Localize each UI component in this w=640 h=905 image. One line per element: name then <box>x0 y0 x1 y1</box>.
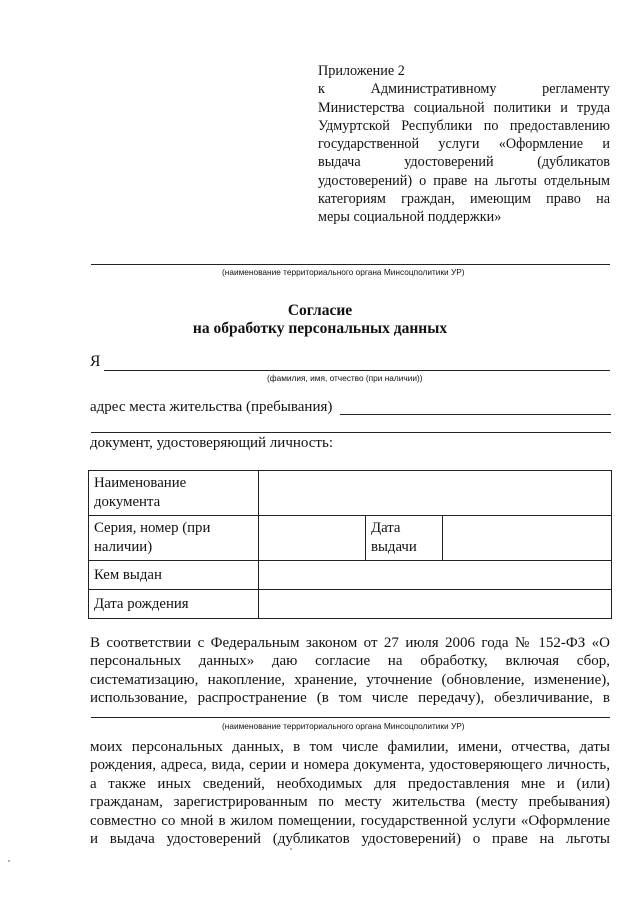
appendix-line: к Административному регламенту <box>318 81 610 98</box>
table-row <box>89 590 612 619</box>
birth-date-label: Дата рождения <box>89 590 259 619</box>
paragraph-line: моих персональных данных, в том числе фамилии, имени, отчества, даты <box>90 739 610 755</box>
id-document-label: документ, удостоверяющий личность: <box>90 435 333 451</box>
issue-date-field[interactable] <box>443 516 612 561</box>
paragraph-line: В соответствии с Федеральным законом от 27 июля 2006 года № 152-ФЗ «О <box>90 635 610 651</box>
paragraph-line: а также иных сведений, необходимых для предоставления мне и (или) <box>90 775 610 792</box>
paragraph-line: и выдача удостоверений (дубликатов удостоверений) о праве на льготы <box>90 831 610 848</box>
paragraph-line: совместно со мной в жилом помещении, государственной услуги «Оформление <box>90 812 610 829</box>
table-row <box>89 561 612 590</box>
appendix-line: выдача удостоверений (дубликатов <box>318 154 610 171</box>
consent-paragraph-1 <box>90 634 610 708</box>
issue-date-label: Дата выдачи <box>366 516 443 561</box>
appendix-line: Удмуртской Республики по предоставлению <box>318 117 610 134</box>
table-row <box>89 471 612 516</box>
fio-field-line[interactable] <box>104 370 610 371</box>
appendix-line: Министерства социальной политики и труда <box>318 99 610 116</box>
table-row <box>89 516 612 561</box>
address-label: адрес места жительства (пребывания) <box>90 399 333 415</box>
paragraph-line: гражданам, зарегистрированным по месту жительства (месту пребывания) <box>90 794 610 811</box>
scan-speck <box>8 860 10 862</box>
address-field-line[interactable] <box>340 414 611 415</box>
paragraph-line: систематизацию, накопление, хранение, уточнение (обновление, изменение), <box>90 671 610 688</box>
series-number-field[interactable] <box>259 516 366 561</box>
series-number-label: Серия, номер (при наличии) <box>89 516 259 561</box>
appendix-line: государственной услуги «Оформление и <box>318 136 610 153</box>
issued-by-field[interactable] <box>259 561 612 590</box>
paragraph-line: использование, распространение (в том числе передачу), обезличивание, в <box>90 690 610 707</box>
org-name-field-line-2[interactable] <box>91 717 610 718</box>
org-name-field-line[interactable] <box>91 264 610 265</box>
paragraph-line: рождения, адреса, вида, серии и номера документа, удостоверяющего личность, <box>90 757 610 774</box>
issued-by-label: Кем выдан <box>89 561 259 590</box>
appendix-line: меры социальной поддержки» <box>318 209 502 226</box>
doc-name-field[interactable] <box>259 471 612 516</box>
appendix-header <box>318 62 610 227</box>
appendix-line: удостоверений) о праве на льготы отдельным <box>318 172 610 189</box>
address-field-line-2[interactable] <box>91 432 611 433</box>
document-subtitle: на обработку персональных данных <box>192 320 448 337</box>
ya-label: Я <box>90 353 101 370</box>
fio-caption: (фамилия, имя, отчество (при наличии)) <box>267 373 423 383</box>
doc-name-label: Наименование документа <box>89 471 259 516</box>
consent-paragraph-2 <box>90 738 610 848</box>
appendix-line: категориям граждан, имеющим право на <box>318 191 610 208</box>
birth-date-field[interactable] <box>259 590 612 619</box>
document-title: Согласие <box>287 302 353 319</box>
org-name-caption: (наименование территориального органа Минсоцполитики УР) <box>222 267 465 277</box>
appendix-title: Приложение 2 <box>318 63 405 79</box>
org-name-caption-2: (наименование территориального органа Минсоцполитики УР) <box>222 721 465 731</box>
scan-speck <box>290 848 292 850</box>
id-document-table <box>88 470 612 619</box>
paragraph-line: персональных данных» даю согласие на обработку, включая сбор, <box>90 653 610 670</box>
